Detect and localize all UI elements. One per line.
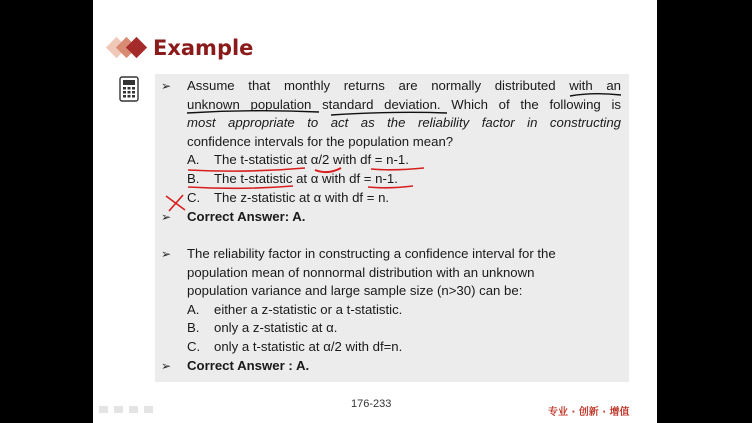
option-c: C. The z-statistic at α with df = n. xyxy=(187,189,390,205)
calculator-icon xyxy=(119,76,139,102)
arrow-bullet-icon: ➢ xyxy=(161,359,172,373)
question-2-line: The reliability factor in constructing a confidence interval for the xyxy=(187,246,556,261)
slideshow-nav[interactable] xyxy=(99,406,153,413)
menu-icon[interactable] xyxy=(129,406,138,413)
brand-slogan: 专业 · 创新 · 增值 xyxy=(548,407,630,418)
arrow-bullet-icon: ➢ xyxy=(161,210,172,224)
arrow-bullet-icon: ➢ xyxy=(161,247,172,261)
question-1 xyxy=(155,77,625,227)
arrow-bullet-icon: ➢ xyxy=(161,79,172,93)
option-b: B. only a z-statistic at α. xyxy=(187,320,338,336)
content-panel xyxy=(155,74,629,382)
question-2 xyxy=(155,245,625,375)
correct-answer: Correct Answer: A. xyxy=(187,209,306,224)
question-1-line: most appropriate to act as the reliability factor in constructing xyxy=(187,115,621,131)
question-1-line: Assume that monthly returns are normally distributed with an xyxy=(187,78,621,93)
slide xyxy=(93,0,657,423)
question-2-line: population mean of nonnormal distribution with an unknown xyxy=(187,264,535,280)
option-a: A. The t-statistic at α/2 with df = n-1. xyxy=(187,152,409,168)
option-c: C. only a t-statistic at α/2 with df=n. xyxy=(187,339,403,354)
correct-answer: Correct Answer : A. xyxy=(187,358,310,373)
question-2-line: population variance and large sample size (n>30) can be: xyxy=(187,283,523,299)
option-a: A. either a z-statistic or a t-statistic. xyxy=(187,301,403,317)
next-slide-icon[interactable] xyxy=(144,406,153,413)
option-b: B. The t-statistic at α with df = n-1. xyxy=(187,171,398,186)
slide-header xyxy=(107,35,253,61)
slide-title: Example xyxy=(153,36,254,60)
diamond-logo-icon xyxy=(107,35,151,61)
question-1-line: confidence intervals for the population mean? xyxy=(187,133,454,149)
page-number: 176-233 xyxy=(351,398,392,410)
prev-slide-icon[interactable] xyxy=(99,406,108,413)
question-1-line: unknown population standard deviation. Which of the following is xyxy=(187,96,621,112)
pen-tool-icon[interactable] xyxy=(114,406,123,413)
